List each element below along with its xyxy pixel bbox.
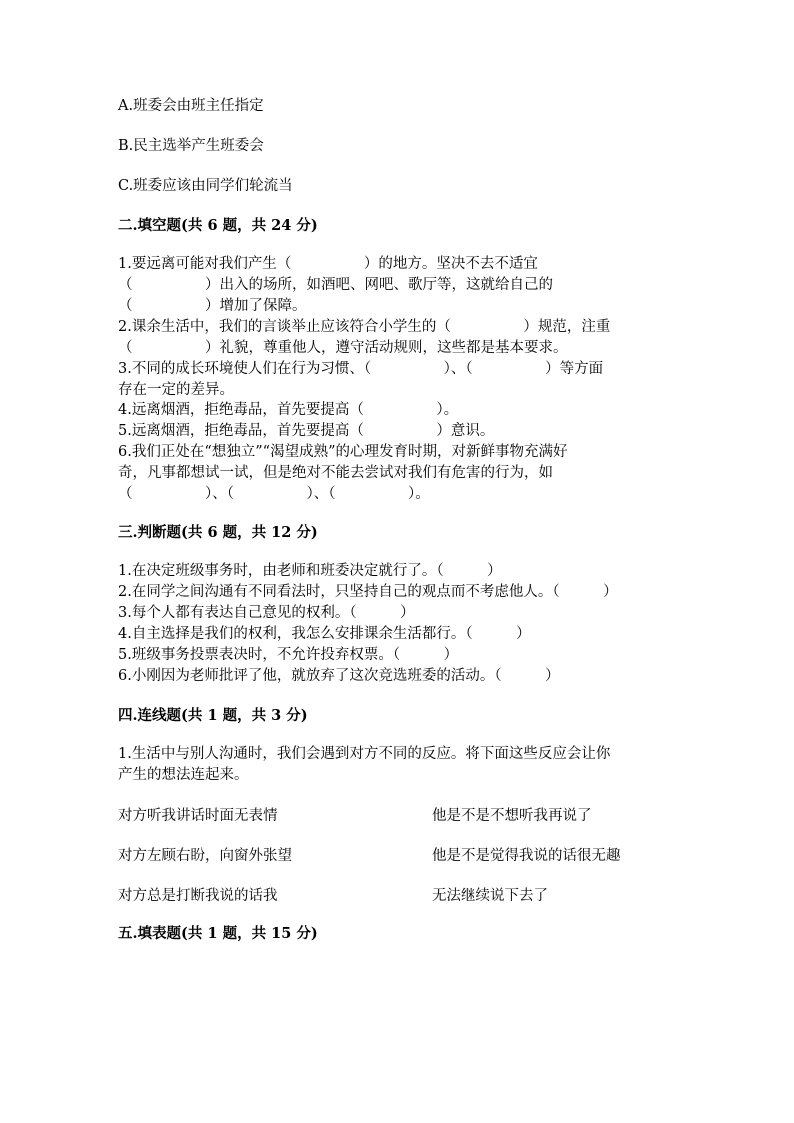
true-false-item: 1.在决定班级事务时，由老师和班委决定就行了。（ ） bbox=[118, 563, 502, 579]
matching-right-item: 无法继续说下去了 bbox=[432, 888, 548, 904]
fill-blank-line: 2.课余生活中，我们的言谈举止应该符合小学生的（ ）规范，注重 bbox=[118, 319, 611, 335]
matching-left-item: 对方总是打断我说的话我 bbox=[118, 888, 278, 904]
true-false-item: 5.班级事务投票表决时，不允许投弃权票。（ ） bbox=[118, 647, 459, 663]
fill-blank-line: （ ）、（ ）、（ ）。 bbox=[118, 486, 430, 502]
fill-blank-line: （ ）增加了保障。 bbox=[118, 298, 307, 314]
matching-left-item: 对方左顾右盼，向窗外张望 bbox=[118, 848, 292, 864]
fill-blank-line: 5.远离烟酒，拒绝毒品，首先要提高（ ）意识。 bbox=[118, 423, 495, 439]
true-false-item: 4.自主选择是我们的权利，我怎么安排课余生活都行。（ ） bbox=[118, 626, 531, 642]
fill-blank-line: 6.我们正处在“想独立”“渴望成熟”的心理发育时期，对新鲜事物充满好 bbox=[118, 444, 568, 460]
section-heading-matching: 四.连线题(共 1 题，共 3 分) bbox=[118, 707, 308, 724]
matching-question-line: 产生的想法连起来。 bbox=[118, 767, 249, 783]
option-c: C.班委应该由同学们轮流当 bbox=[118, 178, 293, 194]
section-heading-table: 五.填表题(共 1 题，共 15 分) bbox=[118, 925, 318, 942]
section-heading-true-false: 三.判断题(共 6 题，共 12 分) bbox=[118, 524, 318, 541]
fill-blank-line: 1.要远离可能对我们产生（ ）的地方。坚决不去不适宜 bbox=[118, 256, 538, 272]
matching-question-line: 1.生活中与别人沟通时，我们会遇到对方不同的反应。将下面这些反应会让你 bbox=[118, 746, 611, 762]
matching-left-item: 对方听我讲话时面无表情 bbox=[118, 808, 278, 824]
option-a: A.班委会由班主任指定 bbox=[118, 98, 264, 114]
true-false-item: 2.在同学之间沟通有不同看法时，只坚持自己的观点而不考虑他人。（ ） bbox=[118, 584, 618, 600]
fill-blank-line: 存在一定的差异。 bbox=[118, 382, 234, 398]
fill-blank-line: （ ）出入的场所，如酒吧、网吧、歌厅等，这就给自己的 bbox=[118, 277, 553, 293]
fill-blank-line: 奇，凡事都想试一试，但是绝对不能去尝试对我们有危害的行为，如 bbox=[118, 465, 553, 481]
true-false-item: 6.小刚因为老师批评了他，就放弃了这次竞选班委的活动。（ ） bbox=[118, 668, 560, 684]
fill-blank-line: 4.远离烟酒，拒绝毒品，首先要提高（ ）。 bbox=[118, 402, 459, 418]
matching-right-item: 他是不是觉得我说的话很无趣 bbox=[432, 848, 621, 864]
true-false-item: 3.每个人都有表达自己意见的权利。（ ） bbox=[118, 605, 415, 621]
section-heading-fill-blank: 二.填空题(共 6 题，共 24 分) bbox=[118, 217, 318, 234]
option-b: B.民主选举产生班委会 bbox=[118, 138, 264, 154]
fill-blank-line: （ ）礼貌，尊重他人，遵守活动规则，这些都是基本要求。 bbox=[118, 340, 568, 356]
fill-blank-line: 3.不同的成长环境使人们在行为习惯、（ ）、（ ）等方面 bbox=[118, 361, 604, 377]
matching-right-item: 他是不是不想听我再说了 bbox=[432, 808, 592, 824]
